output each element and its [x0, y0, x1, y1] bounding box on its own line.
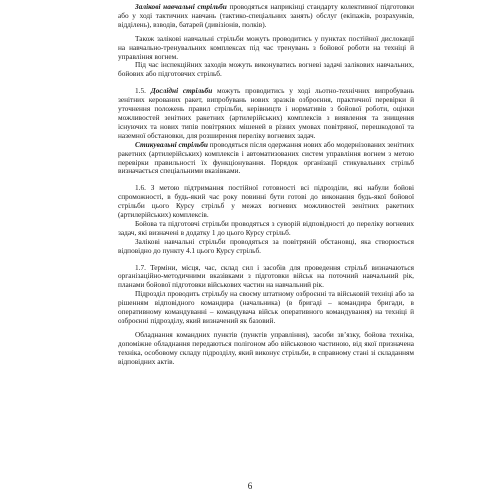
- paragraph-inspection: [118, 61, 414, 79]
- term-docking-firing: Стикувальні стрільби: [135, 139, 208, 149]
- paragraph-permanent-location: [118, 35, 414, 62]
- paragraph-1-7-terms: [118, 264, 414, 291]
- term-research-firing: Дослідні стрільби: [150, 86, 213, 96]
- paragraph-text: проводяться наприкінці стандарту колективної підготовки або у ході тактичних навчань (тактико-спеціальних занять) обслуг (екіпажів, розрахунків, відділень), взводів, батарей (дивізіонів, полків).: [118, 2, 414, 29]
- term-final-training-firing: Залікові навчальні стрільби: [135, 2, 227, 11]
- paragraph-base-equipment: [118, 290, 414, 326]
- paragraph-text: Бойова та підготовчі стрільби проводяться з суворій відповідності до переліку вогневих задач, які визначені в додатку 1 до цього Курсу стрільб.: [118, 218, 414, 237]
- paragraph-1-6-readiness: [118, 184, 414, 220]
- paragraph-text: Залікові навчальні стрільби проводяться за повітряній обстановці, яка створюється відповідно до пункту 4.1 цього Курсу стрільб.: [118, 236, 414, 255]
- paragraph-text: можуть проводитись у ході льотно-технічних випробувань зенітних керованих ракет, випробувань нових зразків озброєння, практичної перевірки й уточнення положень правил стрільби, керівництв і нормативів з бойової роботи, оцінки можливостей зенітних ракетних (артилерійських) комплексів з виявлення та знищення існуючих та нових типів повітряних мішеней в різних умовах повітряної, перешкодової та наземної обстановки, для розширення переліку вогневих задач.: [118, 86, 415, 140]
- paragraph-number: 1.5.: [135, 86, 151, 96]
- paragraph-docking-firing: [118, 141, 414, 177]
- paragraph-text: 1.7. Терміни, місця, час, склад сил і засобів для проведення стрільб визначаються організаційно-методичними вказівками з підготовки військ на поточний навчальний рік, планами бойової підготовки військових частин на навчальний рік.: [118, 262, 414, 290]
- paragraph-text: проводяться після одержання нових або модернізованих зенітних ракетних (артилерійських) комплексів і автоматизованих систем управління вогнем з метою перевірки правильності їх функціонування. Порядок організації стикувальних стрільб визначається спеціальними вказівками.: [118, 139, 414, 176]
- paragraph-text: Також залікові навчальні стрільби можуть проводитись у пунктах постійної дислокації на навчально-тренувальних комплексах під час тренувань з бойової роботи на техніці й управління вогнем.: [118, 33, 414, 61]
- paragraph-combat-preparatory: [118, 220, 414, 238]
- page-number: 6: [247, 481, 253, 491]
- paragraph-text: 1.6. З метою підтримання постійної готовності всі підрозділи, які набули бойові спроможності, в будь-який час року повинні бути готові до виконання будь-якої бойової стрільби цього Курсу стрільб у межах вогневих можливостей зенітних ракетних (артилерійських) комплексів.: [118, 183, 414, 220]
- paragraph-text: Підрозділ проводить стрільбу на своєму штатному озброєнні та військовій техніці або за рішенням відповідного командира (начальника) (в бригаді – командира бригади, в оперативному командуванні – командувача військ оперативного командування) на техніці й озброєнні підрозділу, який визначений як базовий.: [118, 289, 414, 325]
- paragraph-text: Обладнання командних пунктів (пунктів управління), засоби зв’язку, бойова техніка, допоміжне обладнання передаються полігоном або військовою частиною, від якої призначена техніка, особовому складу підрозділу, який виконує стрільби, в справному стані зі складанням відповідних актів.: [118, 329, 414, 366]
- paragraph-1-5-research-firing: [118, 87, 414, 140]
- paragraph-text: Під час інспекційних заходів можуть виконуватись вогневі задачі залікових навчальних, бойових або підготовчих стрільб.: [118, 60, 414, 79]
- paragraph-air-situation: [118, 238, 414, 256]
- paragraph-final-training-firing: [118, 3, 414, 30]
- paragraph-command-posts: [118, 331, 414, 367]
